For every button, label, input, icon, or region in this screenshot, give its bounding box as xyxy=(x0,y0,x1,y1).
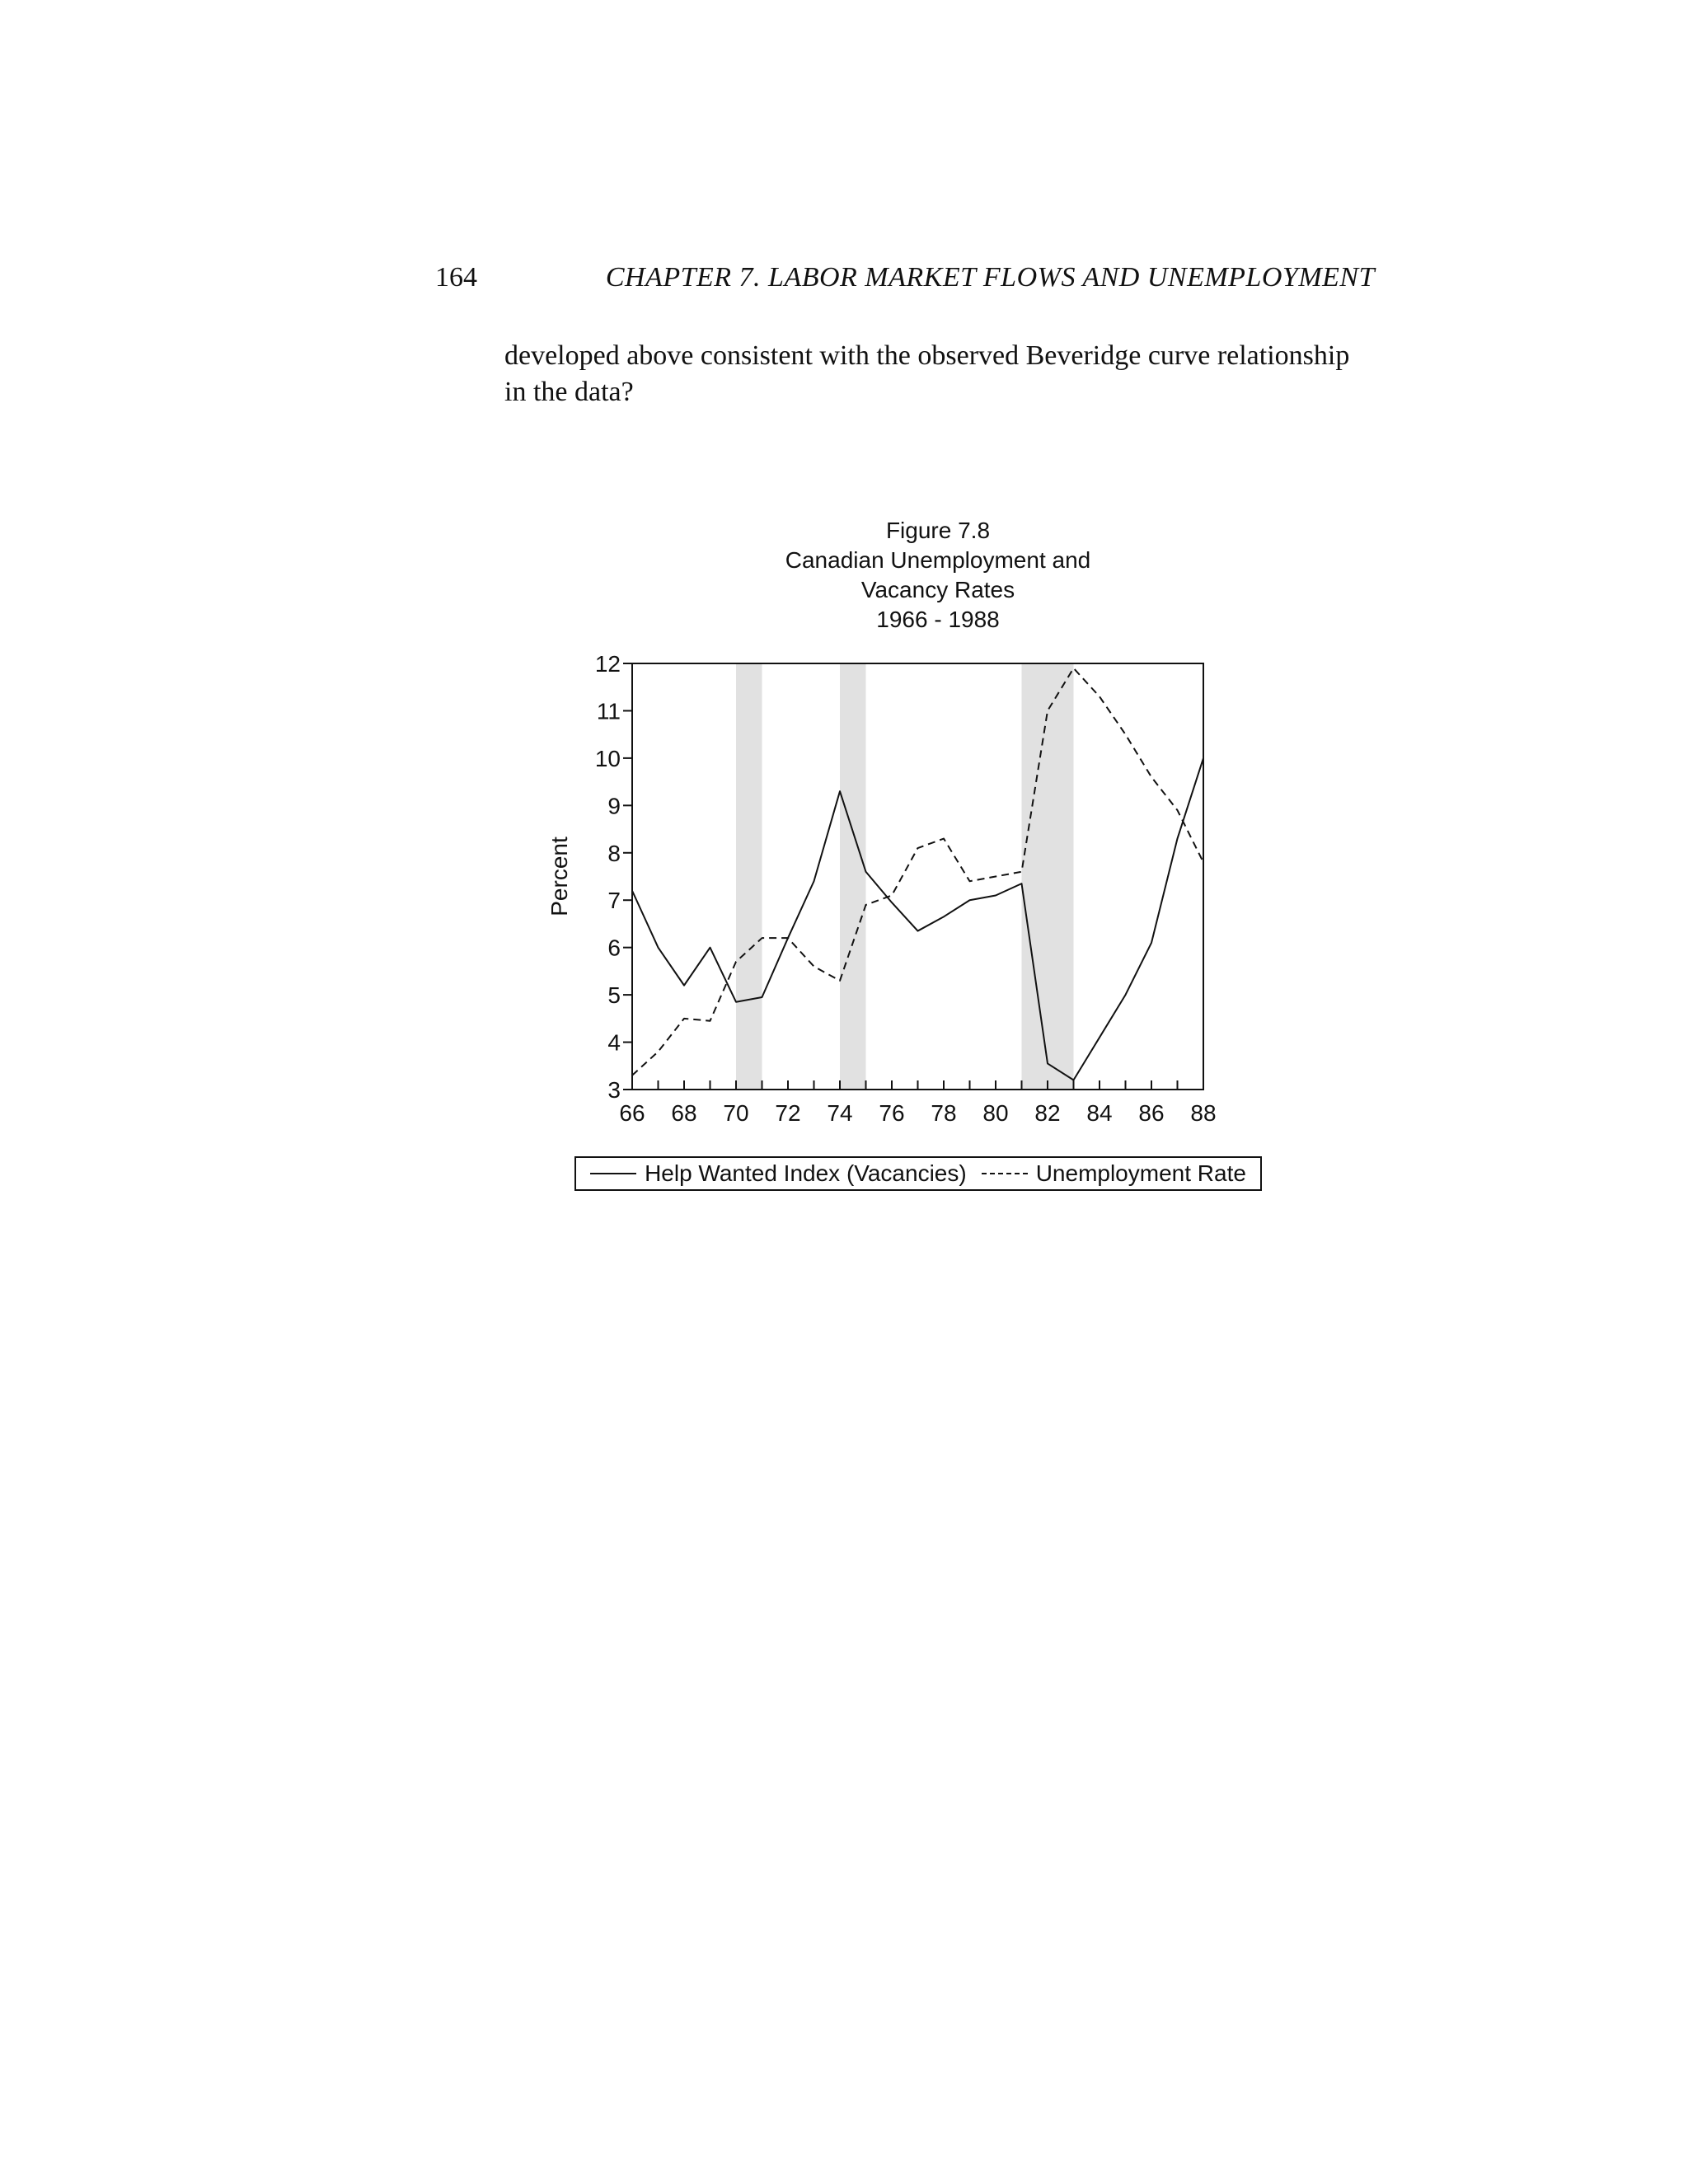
x-tick-label: 74 xyxy=(827,1100,853,1126)
page-number: 164 xyxy=(435,262,477,293)
x-tick-label: 82 xyxy=(1034,1100,1061,1126)
x-tick-label: 68 xyxy=(671,1100,697,1126)
body-line: in the data? xyxy=(504,377,634,407)
legend-label-vacancies: Help Wanted Index (Vacancies) xyxy=(645,1160,967,1186)
y-tick-label: 8 xyxy=(607,840,621,866)
body-line: developed above consistent with the observed Beveridge curve relationship xyxy=(504,340,1350,371)
y-tick-label: 6 xyxy=(607,935,621,961)
chapter-title: CHAPTER 7. LABOR MARKET FLOWS AND UNEMPLOYMENT xyxy=(605,262,1375,293)
legend-label-unemployment: Unemployment Rate xyxy=(1035,1160,1246,1186)
plot-frame xyxy=(632,663,1203,1090)
legend-entry-unemployment xyxy=(982,1160,1246,1187)
legend-entry-vacancies xyxy=(590,1160,967,1187)
y-tick-label: 3 xyxy=(607,1077,621,1103)
x-tick-label: 66 xyxy=(619,1100,645,1126)
vacancy-series-line xyxy=(632,758,1203,1080)
figure-title-line: Canadian Unemployment and xyxy=(785,547,1091,573)
y-tick-label: 10 xyxy=(594,745,621,771)
legend-dashed-line-swatch xyxy=(982,1173,1028,1174)
figure-title-line: Vacancy Rates xyxy=(860,577,1015,602)
x-tick-label: 88 xyxy=(1190,1100,1217,1126)
unemployment-series-line xyxy=(632,668,1203,1076)
figure-title-line: 1966 - 1988 xyxy=(876,607,1000,632)
y-axis-label: Percent xyxy=(546,837,572,916)
x-tick-label: 86 xyxy=(1138,1100,1165,1126)
y-tick-label: 12 xyxy=(594,651,621,677)
recession-shade xyxy=(736,663,762,1090)
x-tick-label: 78 xyxy=(931,1100,957,1126)
y-tick-label: 9 xyxy=(607,793,621,819)
y-tick-label: 11 xyxy=(596,698,621,724)
legend-solid-line-swatch xyxy=(590,1173,636,1174)
y-tick-label: 5 xyxy=(607,982,621,1009)
x-tick-label: 76 xyxy=(879,1100,905,1126)
x-tick-label: 72 xyxy=(775,1100,801,1126)
chart-legend xyxy=(574,1156,1262,1191)
recession-shade xyxy=(1022,663,1074,1090)
figure-title-line: Figure 7.8 xyxy=(885,518,991,543)
x-tick-label: 70 xyxy=(723,1100,749,1126)
recession-shade xyxy=(840,663,866,1090)
y-tick-label: 7 xyxy=(607,888,621,914)
x-tick-label: 80 xyxy=(982,1100,1009,1126)
y-tick-label: 4 xyxy=(607,1029,621,1056)
x-tick-label: 84 xyxy=(1086,1100,1113,1126)
